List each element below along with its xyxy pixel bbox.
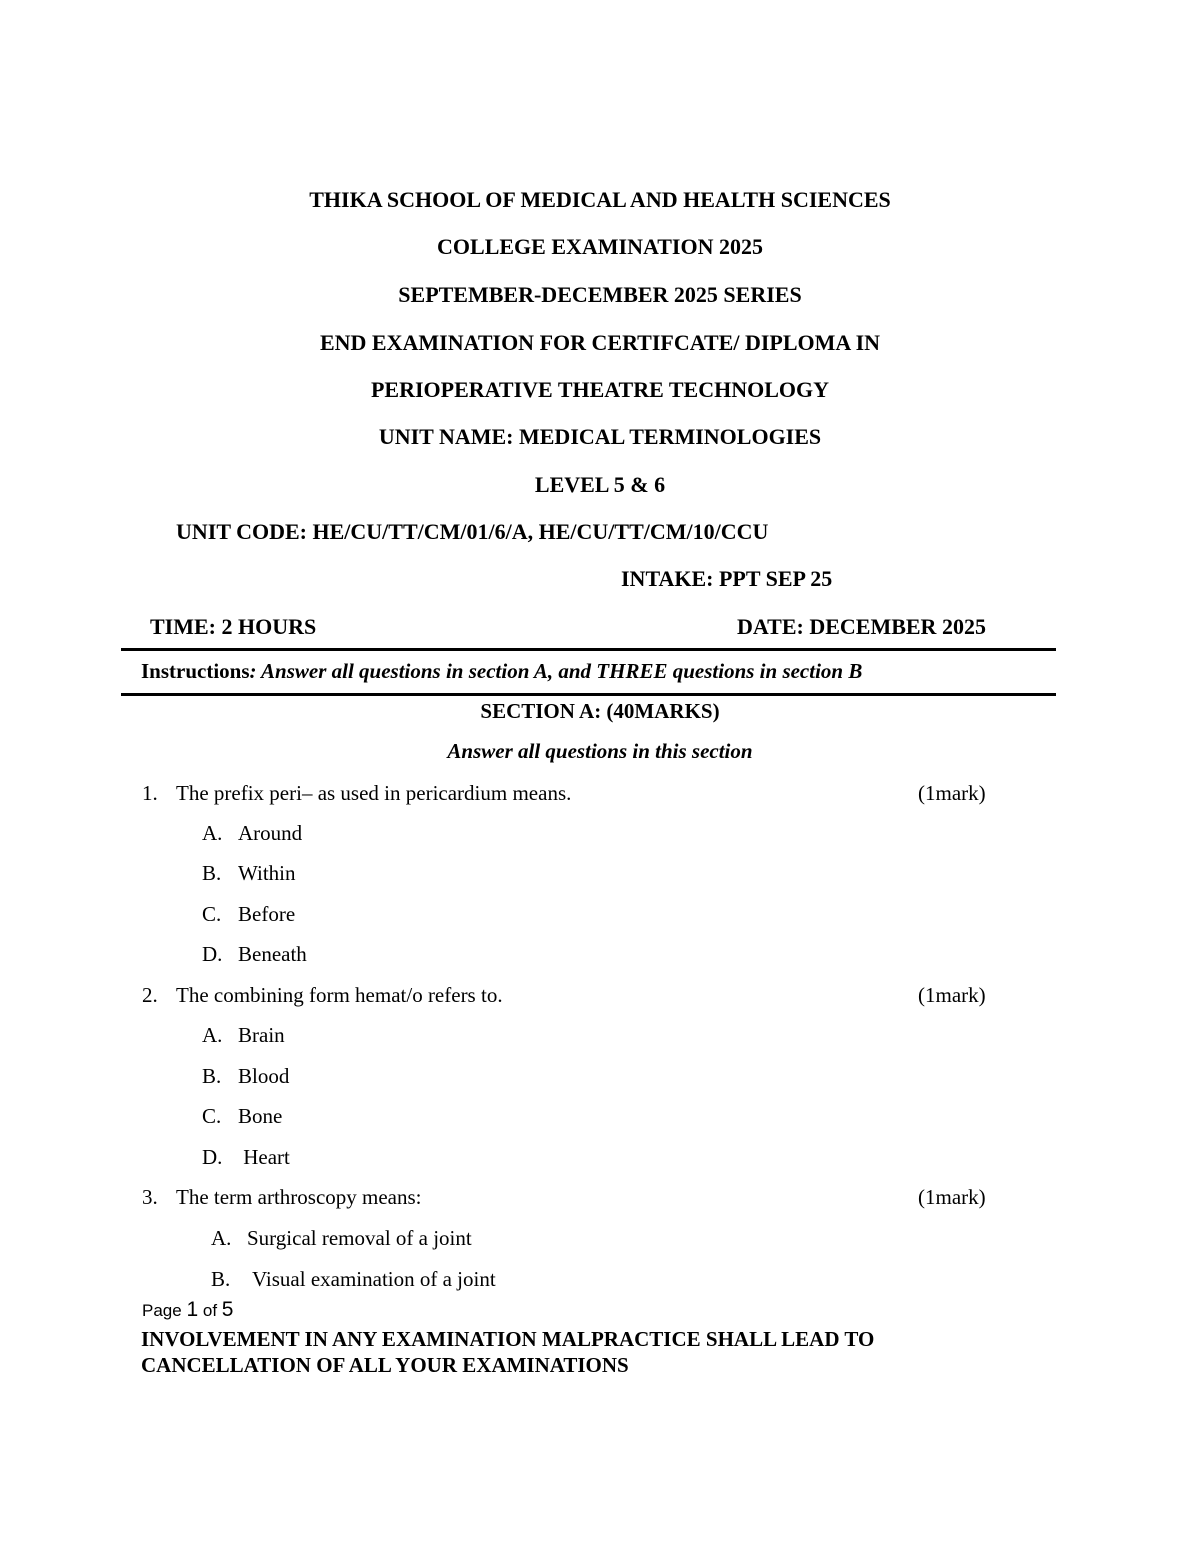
question-1 [142, 780, 571, 806]
question-text: The term arthroscopy means: [176, 1185, 422, 1209]
option-item [202, 860, 295, 886]
option-item [202, 1022, 285, 1048]
page-number [142, 1299, 233, 1322]
question-number: 3. [142, 1185, 158, 1209]
option-item [202, 1103, 282, 1129]
section-subtitle: Answer all questions in this section [447, 739, 753, 763]
option-text: Bone [238, 1104, 283, 1128]
divider-rule-bottom [121, 693, 1056, 696]
option-letter: A. [202, 821, 223, 845]
option-item [211, 1225, 472, 1251]
option-item [202, 941, 307, 967]
option-letter: C. [202, 902, 222, 926]
school-name: THIKA SCHOOL OF MEDICAL AND HEALTH SCIENCES [309, 187, 891, 212]
warning-line-2: CANCELLATION OF ALL YOUR EXAMINATIONS [141, 1353, 629, 1377]
option-item [202, 901, 295, 927]
exam-title: COLLEGE EXAMINATION 2025 [437, 234, 763, 259]
section-title: SECTION A: (40MARKS) [480, 699, 720, 723]
instructions [141, 658, 862, 684]
option-item [202, 1063, 289, 1089]
question-number: 2. [142, 983, 158, 1007]
option-item [211, 1266, 496, 1292]
question-marks: (1mark) [918, 781, 986, 805]
exam-time: TIME: 2 HOURS [150, 614, 317, 639]
option-text: Blood [238, 1064, 290, 1088]
option-text: Beneath [238, 942, 307, 966]
malpractice-warning [141, 1326, 1041, 1378]
unit-code: UNIT CODE: HE/CU/TT/CM/01/6/A, HE/CU/TT/CM/10/CCU [176, 519, 769, 544]
question-text: The prefix peri– as used in pericardium means. [176, 781, 572, 805]
question-2 [142, 982, 503, 1008]
level: LEVEL 5 & 6 [534, 472, 666, 497]
option-text: Heart [238, 1145, 290, 1169]
option-text: Around [238, 821, 303, 845]
program-line-1: END EXAMINATION FOR CERTIFCATE/ DIPLOMA IN [319, 330, 881, 355]
question-marks: (1mark) [918, 1185, 986, 1209]
option-text: Visual examination of a joint [252, 1267, 496, 1291]
exam-series: SEPTEMBER-DECEMBER 2025 SERIES [398, 282, 802, 307]
question-number: 1. [142, 781, 158, 805]
option-text: Brain [238, 1023, 285, 1047]
instructions-label: Instructions [141, 659, 250, 683]
question-3 [142, 1184, 422, 1210]
intake: INTAKE: PPT SEP 25 [621, 566, 833, 591]
warning-line-1: INVOLVEMENT IN ANY EXAMINATION MALPRACTICE SHALL LEAD TO [141, 1327, 875, 1351]
page-of-word: of [202, 1301, 218, 1320]
exam-date: DATE: DECEMBER 2025 [737, 614, 986, 639]
option-letter: D. [202, 942, 223, 966]
option-item [202, 820, 302, 846]
option-letter: B. [211, 1267, 231, 1291]
question-marks: (1mark) [918, 983, 986, 1007]
option-letter: C. [202, 1104, 222, 1128]
option-text: Before [238, 902, 296, 926]
option-letter: B. [202, 861, 222, 885]
page-word: Page [142, 1301, 182, 1320]
page-total: 5 [221, 1298, 234, 1321]
divider-rule-top [121, 648, 1056, 651]
option-text: Within [238, 861, 296, 885]
option-text: Surgical removal of a joint [247, 1226, 472, 1250]
instructions-text: Answer all questions in section A, and THREE questions in section B [256, 659, 863, 683]
page-current: 1 [186, 1298, 199, 1321]
option-letter: D. [202, 1145, 223, 1169]
instructions-colon: : [249, 659, 257, 683]
option-letter: A. [202, 1023, 223, 1047]
program-line-2: PERIOPERATIVE THEATRE TECHNOLOGY [370, 377, 829, 402]
unit-name: UNIT NAME: MEDICAL TERMINOLOGIES [378, 424, 822, 449]
option-letter: B. [202, 1064, 222, 1088]
option-letter: A. [211, 1226, 232, 1250]
option-item [202, 1144, 290, 1170]
question-text: The combining form hemat/o refers to. [176, 983, 503, 1007]
